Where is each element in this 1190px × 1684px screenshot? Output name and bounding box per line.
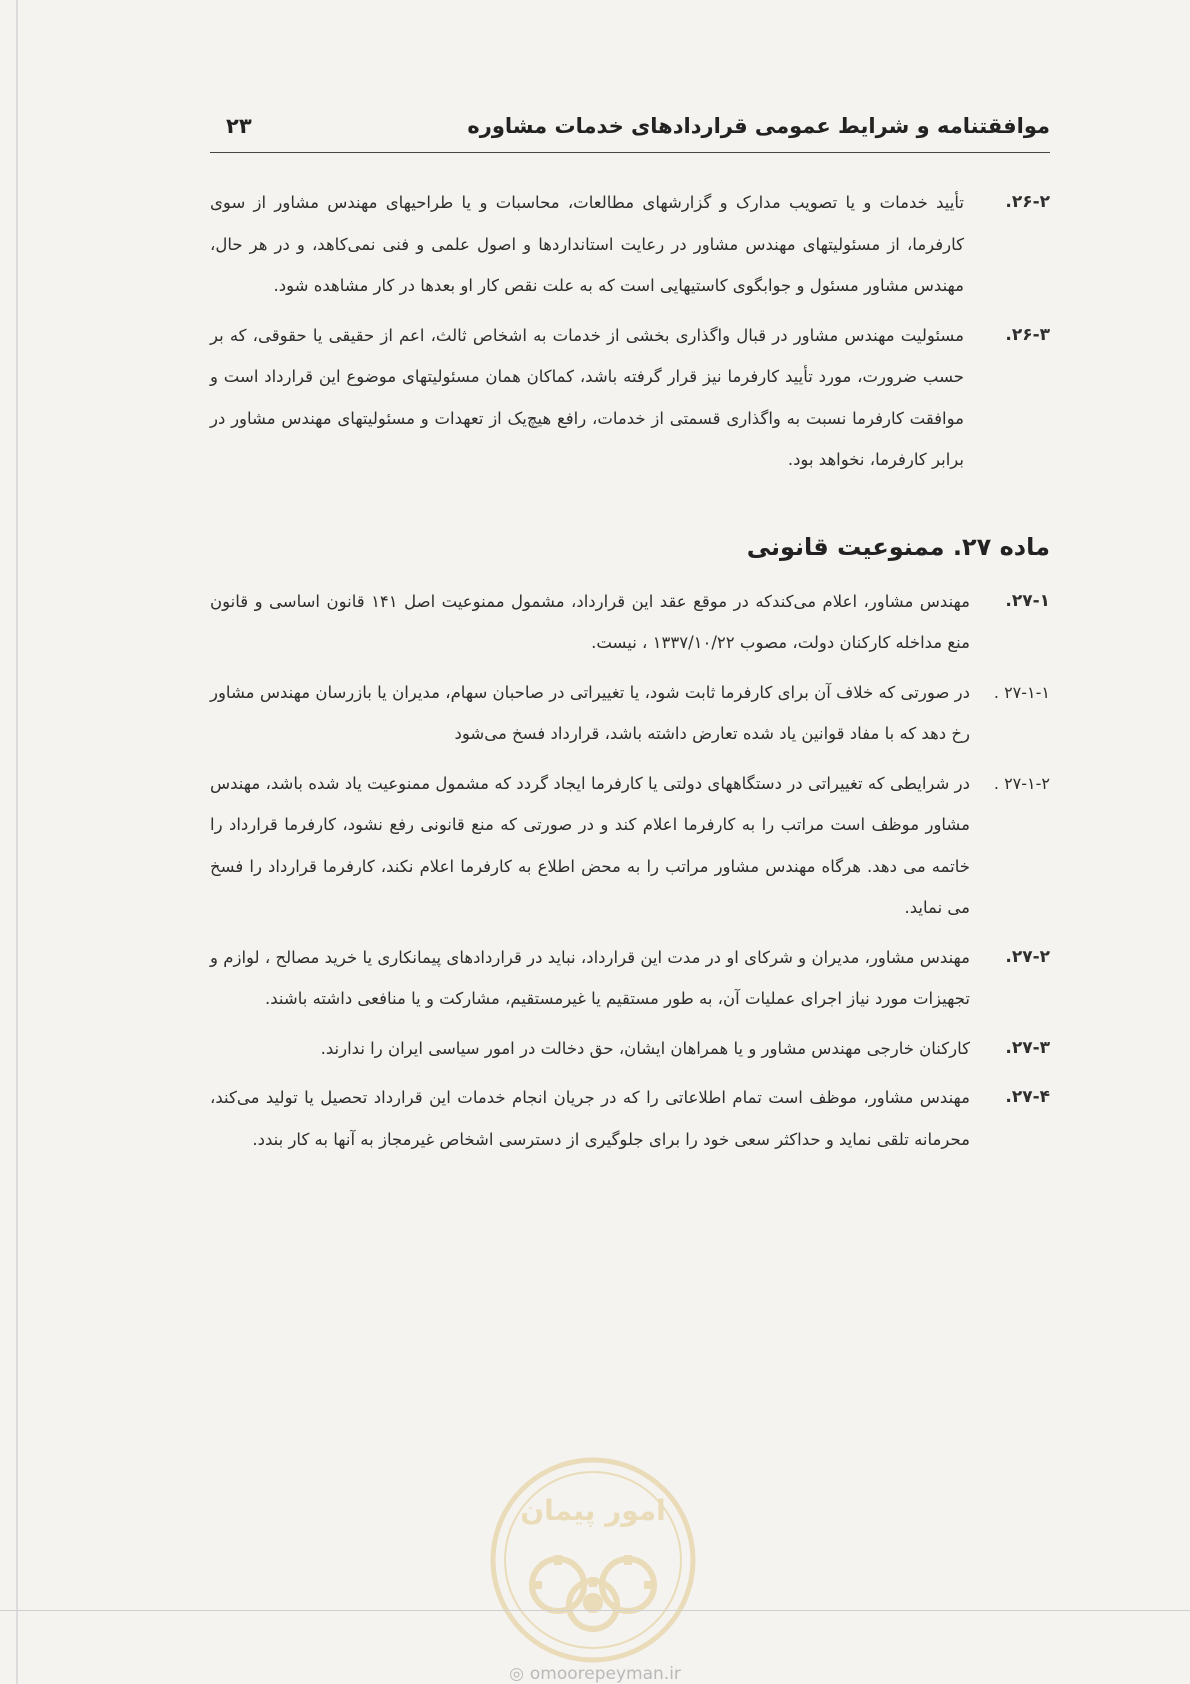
clause-27-1-1 [210, 672, 1050, 755]
clause-27-1-2 [210, 763, 1050, 929]
header-title: موافقتنامه و شرایط عمومی قراردادهای خدمات مشاوره [467, 114, 1050, 138]
page-edge [16, 0, 18, 1684]
clause-number: ۲۷-۲. [1005, 946, 1050, 967]
clause-27-4 [210, 1077, 1050, 1160]
page-content [210, 182, 1050, 1168]
clause-27-1 [210, 581, 1050, 664]
clause-27-3 [210, 1028, 1050, 1070]
clause-number: ۲۷-۱-۲ . [993, 773, 1050, 793]
clause-27-2 [210, 937, 1050, 1020]
globe-icon: ◎ [509, 1664, 524, 1684]
section-title: ماده ۲۷. ممنوعیت قانونی [746, 532, 1050, 561]
page-number: ۲۳ [226, 114, 252, 138]
footer-site [0, 1664, 1190, 1684]
footer-site-text: omoorepeyman.ir [529, 1664, 681, 1684]
clause-number: ۲۷-۳. [1005, 1037, 1050, 1058]
clause-text: کارکنان خارجی مهندس مشاور و یا همراهان ایشان، حق دخالت در امور سیاسی ایران را ندارند. [320, 1038, 970, 1058]
clause-26-2 [210, 182, 1050, 307]
watermark-seal [488, 1455, 698, 1665]
seal-icon [488, 1455, 698, 1665]
clause-number: ۲۶-۳. [1005, 324, 1050, 345]
clause-text: تأیید خدمات و یا تصویب مدارک و گزارشهای مطالعات، محاسبات و یا طراحیهای مهندس مشاور از سوی کارفرما، از مسئولیتهای مهندس مشاور در رعایت استانداردها و اصول علمی و فنی نمی‌کاهد، و در هر حال، مهندس مشاور مسئول و جوابگوی کاستیهایی است که به علت نقص کار او بعدها در کار مشاهده شود. [210, 193, 964, 295]
clause-text: مهندس مشاور، اعلام می‌کندکه در موقع عقد این قرارداد، مشمول ممنوعیت اصل ۱۴۱ قانون اساسی و قانون منع مداخله کارکنان دولت، مصوب ۱۳۳۷/۱۰/۲۲ ، نیست. [210, 591, 971, 652]
clause-text: در صورتی که خلاف آن برای کارفرما ثابت شود، یا تغییراتی در صاحبان سهام، مدیران یا بازرسان مهندس مشاور رخ دهد که با مفاد قوانین یاد شده تعارض داشته باشد، قرارداد فسخ می‌شود [210, 682, 970, 743]
clause-number: ۲۷-۱-۱ . [993, 682, 1050, 702]
page-header [210, 104, 1050, 153]
clause-text: مهندس مشاور، موظف است تمام اطلاعاتی را که در جریان انجام خدمات این قرارداد تحصیل یا تولید می‌کند، محرمانه تلقی نماید و حداکثر سعی خود را برای جلوگیری از دسترسی اشخاص غیرمجاز به آنها به کار بندد. [210, 1088, 970, 1149]
clause-text: در شرایطی که تغییراتی در دستگاههای دولتی یا کارفرما ایجاد گردد که مشمول ممنوعیت یاد شده باشد، مهندس مشاور موظف است مراتب را به کارفرما اعلام کند و در صورتی که منع قانونی رفع نشود، کارفرما قرارداد را خاتمه می دهد. هرگاه مهندس مشاور مراتب را به محض اطلاع به کارفرما اعلام نکند، کارفرما قرارداد را فسخ می نماید. [210, 773, 970, 917]
footer-rule [0, 1610, 1190, 1611]
clause-text: مسئولیت مهندس مشاور در قبال واگذاری بخشی از خدمات به اشخاص ثالث، اعم از حقیقی یا حقوقی، که بر حسب ضرورت، مورد تأیید کارفرما نیز قرار گرفته باشد، کماکان همان مسئولیتهای موضوع این قرارداد است و موافقت کارفرما نسبت به واگذاری قسمتی از خدمات، رافع هیچ‌یک از تعهدات و مسئولیتهای مهندس مشاور در برابر کارفرما، نخواهد بود. [210, 325, 964, 469]
clause-text: مهندس مشاور، مدیران و شرکای او در مدت این قرارداد، نباید در قراردادهای پیمانکاری یا خرید مصالح ، لوازم و تجهیزات مورد نیاز اجرای عملیات آن، به طور مستقیم یا غیرمستقیم، مشارکت و یا منافعی داشته باشند. [210, 947, 970, 1008]
clause-number: ۲۶-۲. [1005, 192, 1050, 212]
clause-number: ۲۷-۴. [1005, 1087, 1050, 1107]
clause-number: ۲۷-۱. [1005, 590, 1050, 611]
seal-lettering: امور پیمان [520, 1494, 666, 1527]
clause-26-3 [210, 315, 1050, 481]
